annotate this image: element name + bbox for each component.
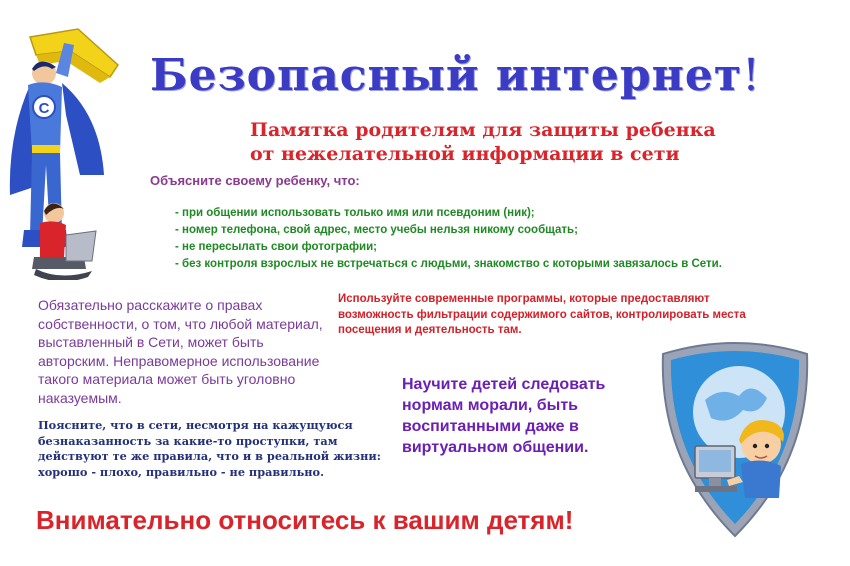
morals-text: Научите детей следовать нормам морали, быть воспитанными даже в виртуальном общении. [402,376,606,456]
bottom-slogan: Внимательно относитесь к вашим детям! [36,505,574,535]
subtitle [250,118,770,166]
superhero-illustration [0,25,140,280]
hero-emblem: С [38,100,50,117]
page-title [150,50,761,101]
explain-heading: Объясните своему ребенку, что: [150,173,360,188]
title-text: Безопасный интернет [150,50,743,101]
filter-programs-text: Используйте современные программы, которые предоставляют возможность фильтрации содержимого сайтов, контролировать места посещения и деятельность там. [338,293,746,336]
rule-item: - без контроля взрослых не встречаться с людьми, знакомство с которыми завязалось в Сети. [175,258,722,270]
rule-item: - номер телефона, свой адрес, место учебы нельзя никому сообщать; [175,224,578,236]
rules-list [175,205,722,273]
subtitle-line-1: Памятка родителям для защиты ребенка [250,119,716,141]
shield-illustration [655,340,815,540]
rule-item: - не пересылать свои фотографии; [175,241,377,253]
subtitle-line-2: от нежелательной информации в сети [250,143,680,165]
property-rights-text: Обязательно расскажите о правах собственности, о том, что любой материал, выставленный в Сети, может быть авторским. Неправомерное использование такого материала может быть уголовно наказуемым. [38,297,323,406]
rule-item: - при общении использовать только имя или псевдоним (ник); [175,207,535,219]
title-exclamation: ! [742,50,761,101]
network-rules-text: Поясните, что в сети, несмотря на кажущуюся безнаказанность за какие-то проступки, там действуют те же правила, что и в реальной жизни: хорошо - плохо, правильно - не правильно. [38,418,381,479]
